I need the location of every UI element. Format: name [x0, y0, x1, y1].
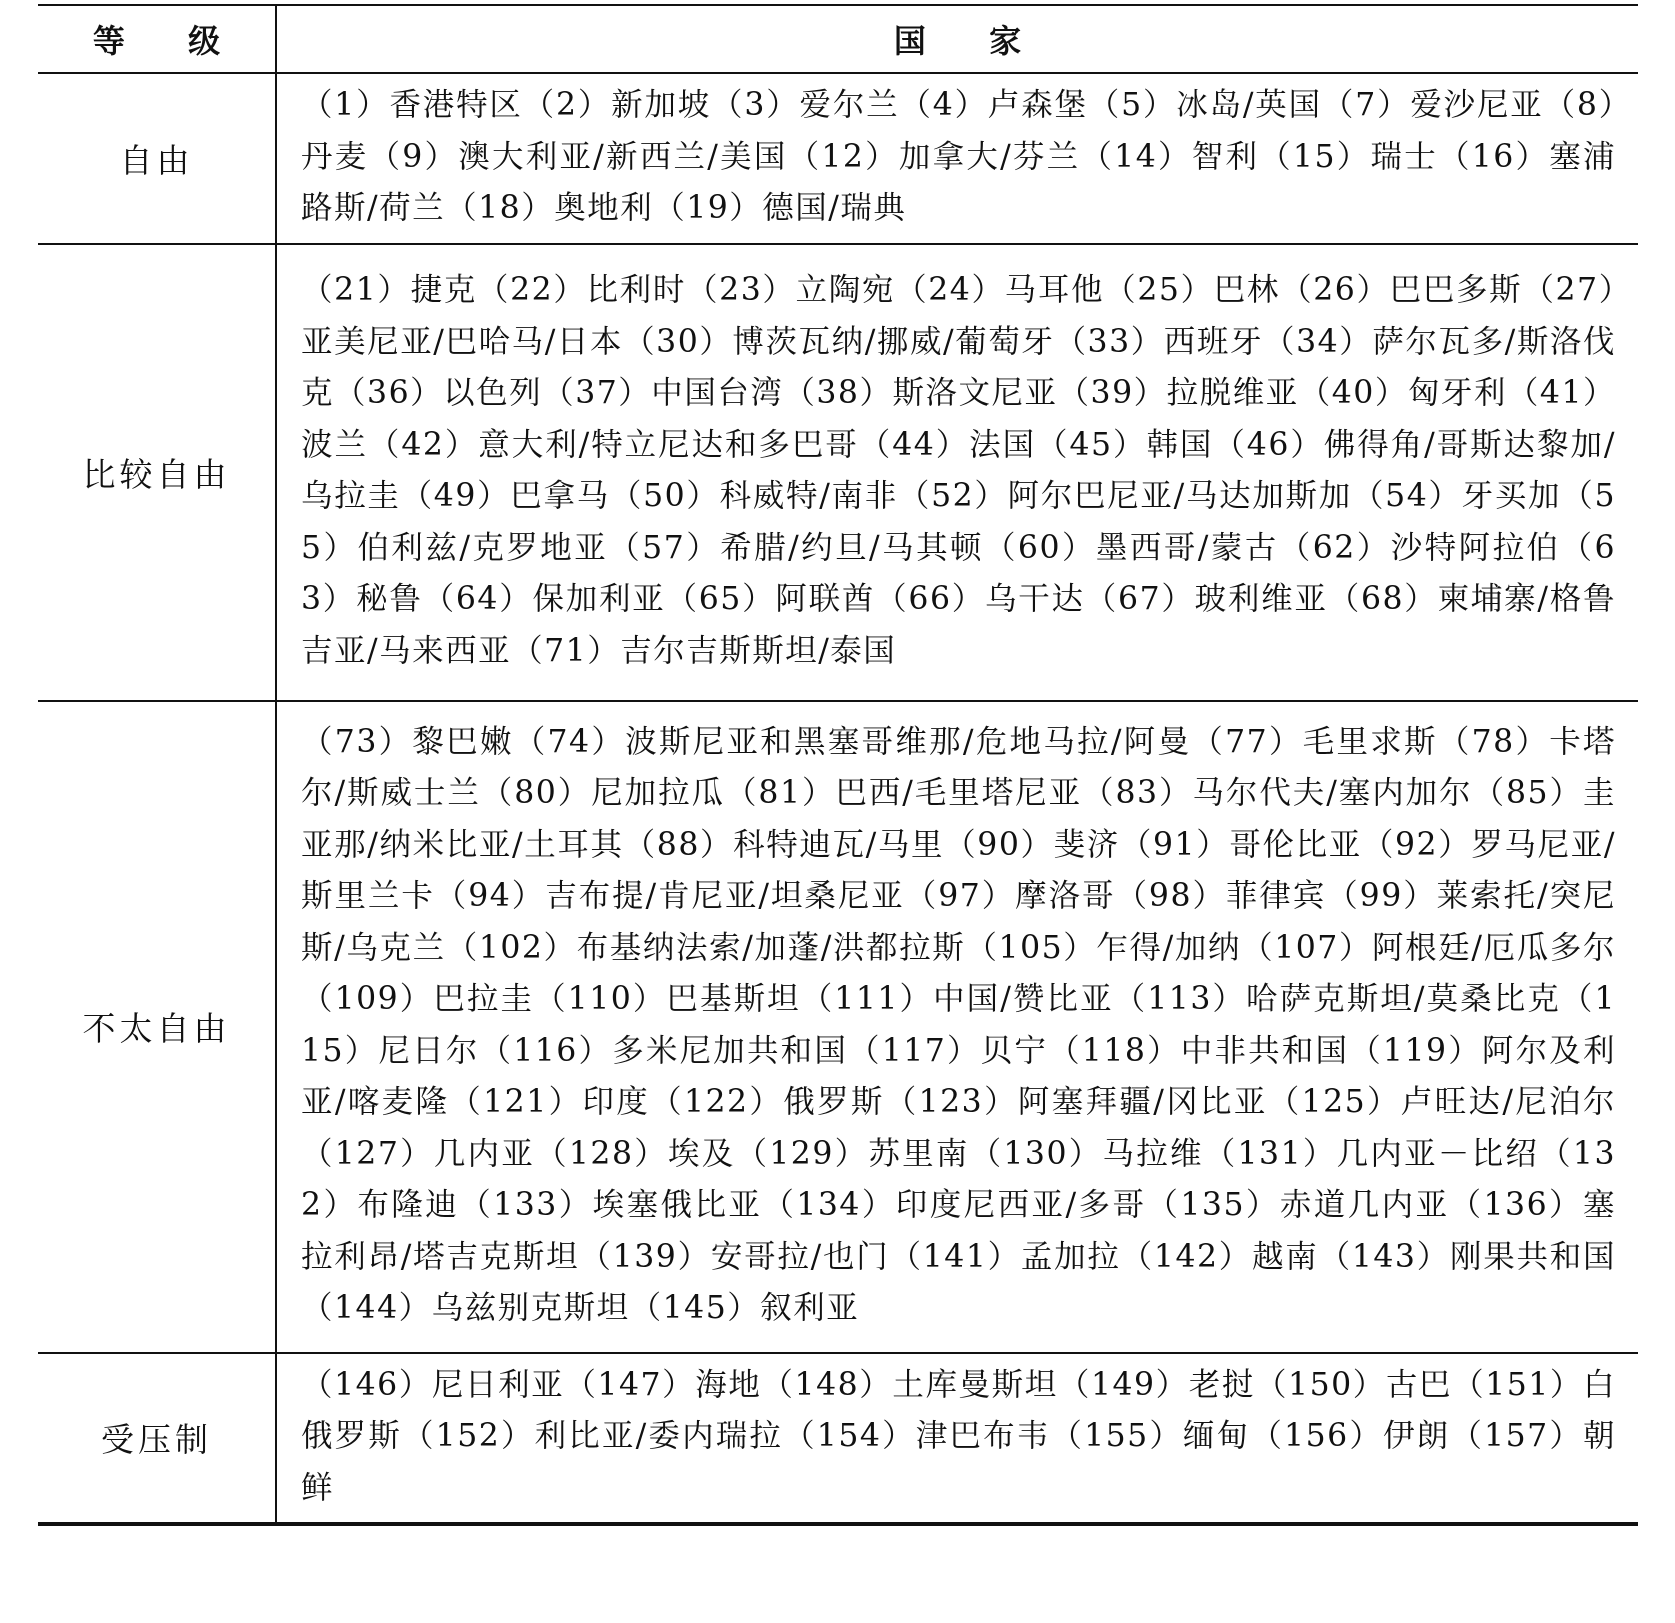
- level-cell: 受压制: [38, 1353, 276, 1525]
- table-body: [38, 73, 1638, 1524]
- countries-cell: （73）黎巴嫩（74）波斯尼亚和黑塞哥维那/危地马拉/阿曼（77）毛里求斯（78）卡塔尔/斯威士兰（80）尼加拉瓜（81）巴西/毛里塔尼亚（83）马尔代夫/塞内加尔（85）圭亚那/纳米比亚/土耳其（88）科特迪瓦/马里（90）斐济（91）哥伦比亚（92）罗马尼亚/斯里兰卡（94）吉布提/肯尼亚/坦桑尼亚（97）摩洛哥（98）菲律宾（99）莱索托/突尼斯/乌克兰（102）布基纳法索/加蓬/洪都拉斯（105）乍得/加纳（107）阿根廷/厄瓜多尔（109）巴拉圭（110）巴基斯坦（111）中国/赞比亚（113）哈萨克斯坦/莫桑比克（115）尼日尔（116）多米尼加共和国（117）贝宁（118）中非共和国（119）阿尔及利亚/喀麦隆（121）印度（122）俄罗斯（123）阿塞拜疆/冈比亚（125）卢旺达/尼泊尔（127）几内亚（128）埃及（129）苏里南（130）马拉维（131）几内亚－比绍（132）布隆迪（133）埃塞俄比亚（134）印度尼西亚/多哥（135）赤道几内亚（136）塞拉利昂/塔吉克斯坦（139）安哥拉/也门（141）孟加拉（142）越南（143）刚果共和国（144）乌兹别克斯坦（145）叙利亚: [301, 723, 1616, 1326]
- table-row-mostly-free: [38, 244, 1638, 701]
- freedom-ranking-table-wrapper: [38, 4, 1638, 1526]
- countries-cell: （1）香港特区（2）新加坡（3）爱尔兰（4）卢森堡（5）冰岛/英国（7）爱沙尼亚（8）丹麦（9）澳大利亚/新西兰/美国（12）加拿大/芬兰（14）智利（15）瑞士（16）塞浦路斯/荷兰（18）奥地利（19）德国/瑞典: [301, 87, 1616, 226]
- level-cell: 不太自由: [38, 701, 276, 1353]
- column-header-countries: 国 家: [893, 22, 1048, 60]
- freedom-ranking-table: [38, 4, 1638, 1526]
- countries-cell: （21）捷克（22）比利时（23）立陶宛（24）马耳他（25）巴林（26）巴巴多斯（27）亚美尼亚/巴哈马/日本（30）博茨瓦纳/挪威/葡萄牙（33）西班牙（34）萨尔瓦多/斯洛伐克（36）以色列（37）中国台湾（38）斯洛文尼亚（39）拉脱维亚（40）匈牙利（41）波兰（42）意大利/特立尼达和多巴哥（44）法国（45）韩国（46）佛得角/哥斯达黎加/乌拉圭（49）巴拿马（50）科威特/南非（52）阿尔巴尼亚/马达加斯加（54）牙买加（55）伯利兹/克罗地亚（57）希腊/约旦/马其顿（60）墨西哥/蒙古（62）沙特阿拉伯（63）秘鲁（64）保加利亚（65）阿联酋（66）乌干达（67）玻利维亚（68）柬埔寨/格鲁吉亚/马来西亚（71）吉尔吉斯斯坦/泰国: [301, 272, 1617, 669]
- level-cell: 自由: [38, 73, 276, 244]
- header-row: [38, 5, 1638, 73]
- column-header-level: 等 级: [38, 5, 276, 73]
- table-row-mostly-unfree: [38, 701, 1638, 1353]
- table-row-repressed: [38, 1353, 1638, 1525]
- table-row-free: [38, 73, 1638, 244]
- table-header: [38, 5, 1638, 73]
- level-cell: 比较自由: [38, 244, 276, 701]
- countries-cell: （146）尼日利亚（147）海地（148）土库曼斯坦（149）老挝（150）古巴（151）白俄罗斯（152）利比亚/委内瑞拉（154）津巴布韦（155）缅甸（156）伊朗（157）朝鲜: [301, 1366, 1616, 1506]
